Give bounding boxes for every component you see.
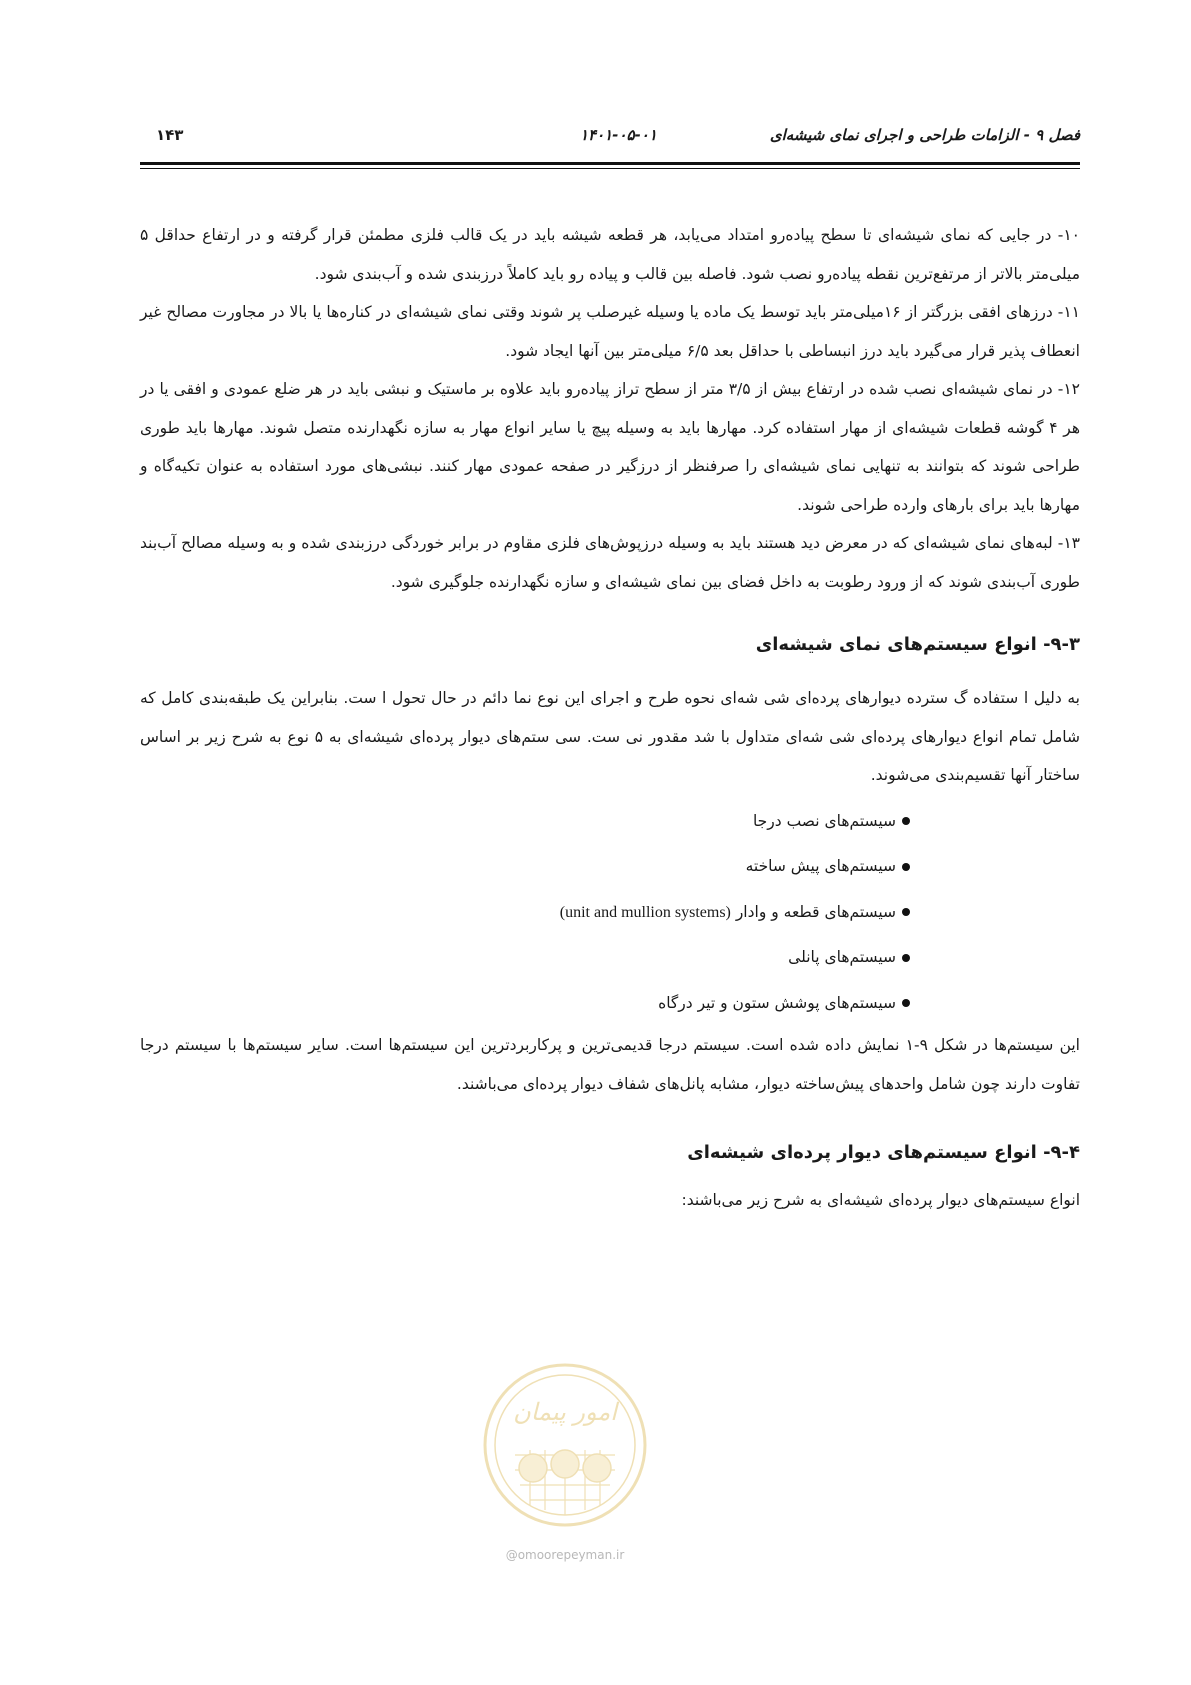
section-9-3-intro: به دلیل ا ستفاده گ سترده دیوارهای پرده‌ای شی شه‌ای نحوه طرح و اجرای این نوع نما دائم در حال تحول ا ست. بنابراین یک طبقه‌بندی کامل که شامل تمام انواع دیوارهای پرده‌ای شی شه‌ای متداول با شد مقدور نی ست. سی ستم‌های دیوار پرده‌ای شیشه‌ای به ۵ نوع به شرح زیر بر اساس ساختار آنها تقسیم‌بندی می‌شوند. xyxy=(140,689,1080,784)
list-item: سیستم‌های پیش ساخته xyxy=(140,844,910,890)
section-9-4-intro: انواع سیستم‌های دیوار پرده‌ای شیشه‌ای به شرح زیر می‌باشند: xyxy=(681,1191,1080,1209)
item-12: ۱۲- در نمای شیشه‌ای نصب شده در ارتفاع بیش از ۳/۵ متر از سطح تراز پیاده‌رو باید علاوه بر ماستیک و نبشی باید در هر ضلع عمودی و افقی یا در هر ۴ گوشه قطعات شیشه‌ای از مهار استفاده کرد. مهارها باید به وسیله پیچ یا سایر انواع مهار به سازه نگهدارنده متصل شوند. مهارها باید طوری طراحی شوند که بتوانند به تنهایی نمای شیشه‌ای را صرفنظر از درزگیر در صفحه عمودی مهار کنند. نبشی‌های مورد استفاده به عنوان تکیه‌گاه و مهارها باید برای بارهای وارده طراحی شوند. xyxy=(140,380,1081,514)
header-rule-thick xyxy=(140,162,1080,165)
bullet-icon xyxy=(902,817,910,825)
bullet-icon xyxy=(902,999,910,1007)
chapter-title: فصل ۹ - الزامات طراحی و اجرای نمای شیشه‌ای xyxy=(769,126,1080,144)
latin-term: (unit and mullion systems) xyxy=(559,903,731,921)
item-13: ۱۳- لبه‌های نمای شیشه‌ای که در معرض دید هستند باید به وسیله درزپوش‌های فلزی مقاوم در برابر خوردگی درزبندی شده و به وسیله مصالح آب‌بند طوری آب‌بندی شوند که از ورود رطوبت به داخل فضای بین نمای شیشه‌ای و سازه نگهدارنده جلوگیری شود. xyxy=(140,534,1080,591)
systems-list xyxy=(140,799,1080,1027)
watermark-logo-text: امور پیمان xyxy=(513,1398,617,1426)
page-number: ۱۴۳ xyxy=(156,126,184,144)
page-header xyxy=(140,126,1080,150)
section-9-3-after: این سیستم‌ها در شکل ۹-۱ نمایش داده شده است. سیستم درجا قدیمی‌ترین و پرکاربردترین این سیستم‌ها است. سایر سیستم‌ها با سیستم درجا تفاوت دارند چون شامل واحدهای پیش‌ساخته دیوار، مشابه پانل‌های شفاف دیوار پرده‌ای می‌باشند. xyxy=(140,1036,1080,1093)
section-heading-9-4: ۹-۴- انواع سیستم‌های دیوار پرده‌ای شیشه‌ای xyxy=(687,1142,1080,1163)
page-content xyxy=(140,216,1080,1220)
watermark-caption: @omoorepeyman.ir xyxy=(505,1548,625,1562)
item-10: ۱۰- در جایی که نمای شیشه‌ای تا سطح پیاده‌رو امتداد می‌یابد، هر قطعه شیشه باید در یک قالب فلزی مطمئن قرار گرفته و در ارتفاع حداقل ۵ میلی‌متر بالاتر از مرتفع‌ترین نقطه پیاده‌رو نصب شود. فاصله بین قالب و پیاده رو باید کاملاً درزبندی شده و آب‌بندی شود. xyxy=(140,226,1080,283)
bullet-icon xyxy=(902,908,910,916)
bullet-icon xyxy=(902,954,910,962)
list-item: سیستم‌های پانلی xyxy=(140,935,910,981)
header-rule-thin xyxy=(140,168,1080,169)
section-heading-9-3: ۹-۳- انواع سیستم‌های نمای شیشه‌ای xyxy=(755,634,1080,655)
list-item: سیستم‌های نصب درجا xyxy=(140,799,910,845)
bullet-icon xyxy=(902,863,910,871)
watermark-stamp-icon xyxy=(475,1360,655,1530)
list-item: سیستم‌های قطعه و وادار (unit and mullion systems) xyxy=(140,890,910,936)
header-date: ۱۴۰۱-۰۵-۰۱ xyxy=(580,126,657,144)
item-11: ۱۱- درزهای افقی بزرگتر از ۱۶میلی‌متر باید توسط یک ماده یا وسیله غیرصلب پر شوند وقتی نمای شیشه‌ای در کناره‌ها یا بالا در مجاورت مصالح غیر انعطاف پذیر قرار می‌گیرد باید درز انبساطی با حداقل بعد ۶/۵ میلی‌متر بین آنها ایجاد شود. xyxy=(140,303,1081,360)
list-item: سیستم‌های پوشش ستون و تیر درگاه xyxy=(140,981,910,1027)
